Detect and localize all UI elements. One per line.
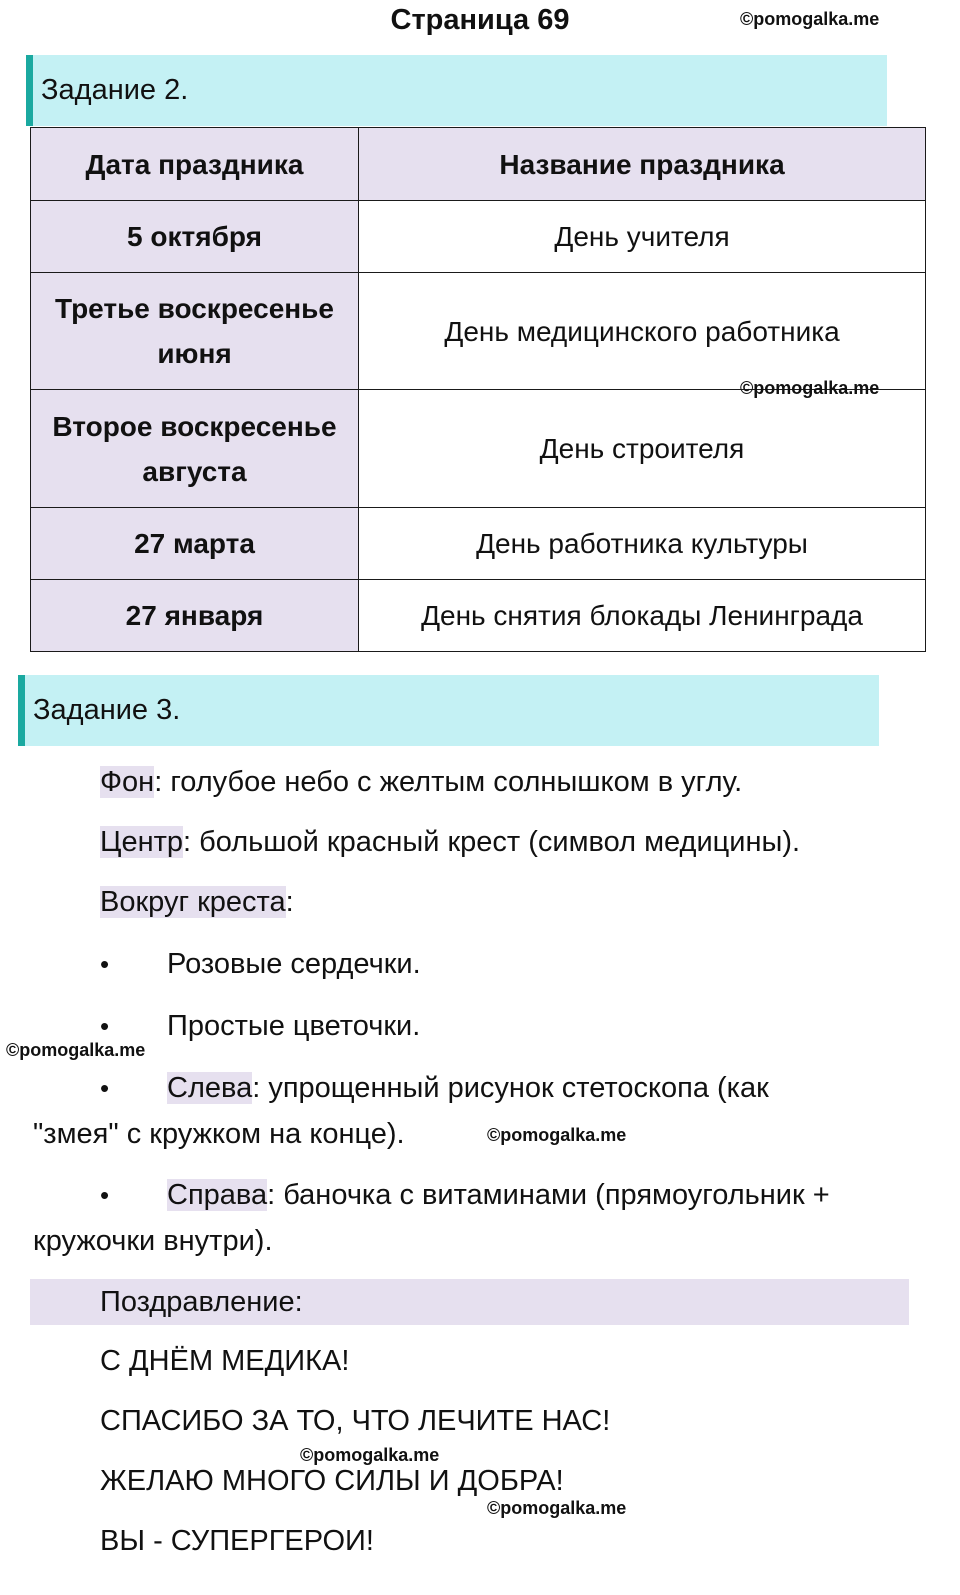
- holiday-name: День медицинского работника: [359, 273, 926, 390]
- page-title: Страница 69: [390, 4, 570, 36]
- task-2-title: Задание 2.: [41, 74, 189, 106]
- bullet-flowers: Простые цветочки.: [167, 1010, 421, 1042]
- table-row: [31, 390, 926, 508]
- holiday-date: 27 марта: [31, 508, 359, 580]
- holiday-date: 5 октября: [31, 201, 359, 273]
- watermark: ©pomogalka.me: [6, 1040, 146, 1060]
- bullet-hearts: Розовые сердечки.: [167, 948, 421, 980]
- background-line: [100, 759, 742, 805]
- task-3-title: Задание 3.: [33, 694, 181, 726]
- center-label: Центр: [100, 826, 184, 858]
- holiday-date: Второе воскресенье августа: [31, 390, 359, 508]
- holiday-name: День строителя: [359, 390, 926, 508]
- table-header-row: [31, 128, 926, 201]
- holiday-name: День снятия блокады Ленинграда: [359, 580, 926, 652]
- bullet-right-line-2: кружочки внутри).: [33, 1225, 273, 1257]
- column-header-date: Дата праздника: [31, 128, 359, 201]
- right-label: Справа: [167, 1179, 268, 1211]
- holiday-date: Третье воскресенье июня: [31, 273, 359, 390]
- table-row: [31, 580, 926, 652]
- congrats-line: С ДНЁМ МЕДИКА!: [100, 1345, 350, 1377]
- watermark: ©pomogalka.me: [487, 1498, 627, 1518]
- background-text: : голубое небо с желтым солнышком в углу.: [154, 766, 743, 798]
- holiday-name: День учителя: [359, 201, 926, 273]
- congrats-label: Поздравление:: [100, 1286, 303, 1318]
- around-label: Вокруг креста: [100, 886, 286, 918]
- around-line: [100, 879, 294, 925]
- bullet-left-line-2: "змея" с кружком на конце).: [33, 1118, 405, 1150]
- bullet-dot: •: [100, 949, 110, 979]
- task-3-header: [18, 675, 879, 746]
- table-row: [31, 508, 926, 580]
- watermark: ©pomogalka.me: [487, 1125, 627, 1145]
- left-text: : упрощенный рисунок стетоскопа (как: [252, 1072, 769, 1104]
- holiday-date: 27 января: [31, 580, 359, 652]
- bullet-dot: •: [100, 1011, 110, 1041]
- congrats-line: ВЫ - СУПЕРГЕРОИ!: [100, 1525, 374, 1557]
- bullet-right-line-1: [167, 1172, 830, 1218]
- table-row: [31, 201, 926, 273]
- watermark: ©pomogalka.me: [740, 378, 880, 398]
- bullet-dot: •: [100, 1073, 110, 1103]
- task-2-header: [26, 55, 887, 126]
- right-text: : баночка с витаминами (прямоугольник +: [267, 1179, 830, 1211]
- column-header-name: Название праздника: [359, 128, 926, 201]
- center-text: : большой красный крест (символ медицины).: [183, 826, 801, 858]
- table-row: [31, 273, 926, 390]
- congrats-line: СПАСИБО ЗА ТО, ЧТО ЛЕЧИТЕ НАС!: [100, 1405, 611, 1437]
- bullet-left-line-1: [167, 1065, 769, 1111]
- left-label: Слева: [167, 1072, 253, 1104]
- around-text: :: [285, 886, 294, 918]
- congrats-line: ЖЕЛАЮ МНОГО СИЛЫ И ДОБРА!: [100, 1465, 564, 1497]
- bullet-dot: •: [100, 1180, 110, 1210]
- watermark: ©pomogalka.me: [300, 1445, 440, 1465]
- watermark: ©pomogalka.me: [740, 9, 880, 29]
- center-line: [100, 819, 800, 865]
- background-label: Фон: [100, 766, 155, 798]
- holiday-name: День работника культуры: [359, 508, 926, 580]
